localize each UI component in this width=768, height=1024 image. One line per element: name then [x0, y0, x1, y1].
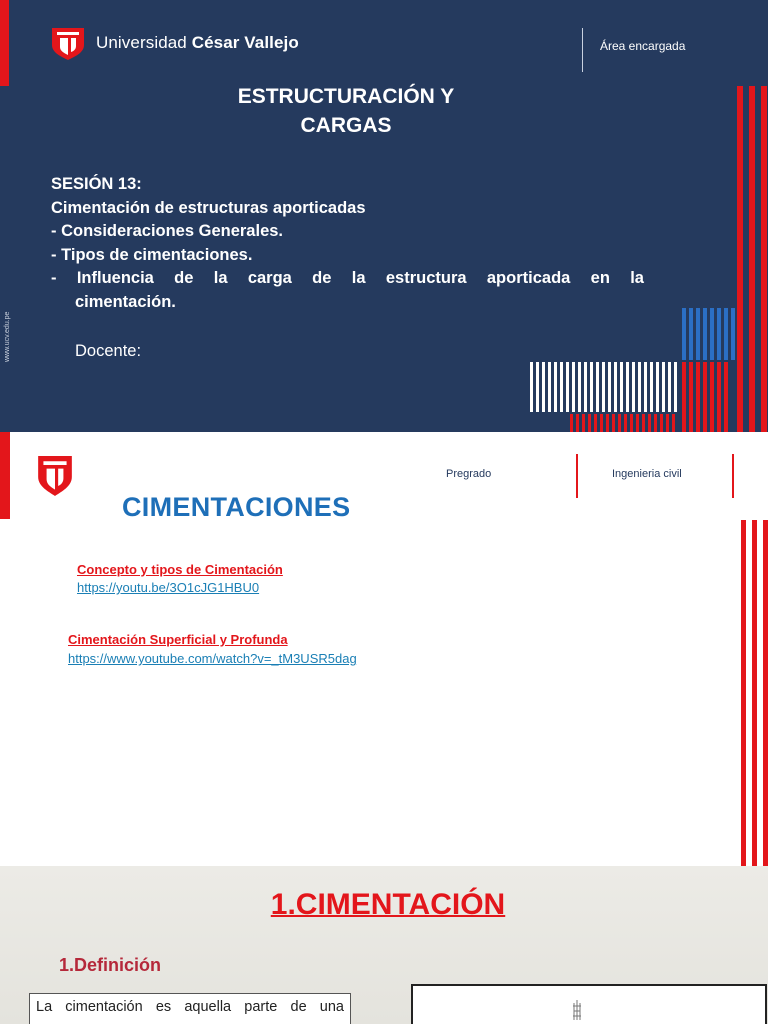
career-label: Ingenieria civil: [612, 468, 682, 480]
bullet-item: - Influencia de la carga de la estructura aporticada en la: [51, 269, 644, 287]
video-link[interactable]: https://www.youtube.com/watch?v=_tM3USR5dag: [68, 651, 357, 666]
video-link[interactable]: https://youtu.be/3O1cJG1HBU0: [77, 580, 260, 595]
title-slide: [0, 0, 768, 432]
website-vertical: www.ucv.edu.pe: [4, 311, 11, 362]
section-subtitle: 1.Definición: [59, 955, 162, 975]
bullet-item-continued: cimentación.: [75, 292, 176, 311]
link-title: Cimentación Superficial y Profunda: [68, 632, 288, 647]
pregrado-label: Pregrado: [446, 468, 492, 480]
links-slide: [0, 432, 768, 866]
link-title: Concepto y tipos de Cimentación: [77, 562, 283, 577]
area-label: Área encargada: [600, 39, 686, 53]
bullet-item: - Consideraciones Generales.: [51, 222, 284, 240]
definition-text-box: La cimentación es aquella parte de una: [29, 993, 351, 1024]
university-name: Universidad César Vallejo: [96, 33, 299, 52]
decorative-stripes: [0, 432, 768, 866]
session-topic: Cimentación de estructuras aporticadas: [51, 198, 366, 217]
foundation-image: [411, 984, 767, 1024]
docente-label: Docente:: [75, 342, 142, 360]
slide-title: CIMENTACIONES: [122, 492, 351, 522]
bullet-item: - Tipos de cimentaciones.: [51, 245, 253, 264]
section-title: 1.CIMENTACIÓN: [270, 888, 506, 921]
definition-slide: [0, 866, 768, 1024]
course-title: ESTRUCTURACIÓN Y CARGAS: [237, 85, 455, 137]
session-number: SESIÓN 13:: [51, 175, 142, 193]
tower-icon: [571, 1000, 583, 1020]
decorative-stripes: [0, 0, 768, 432]
